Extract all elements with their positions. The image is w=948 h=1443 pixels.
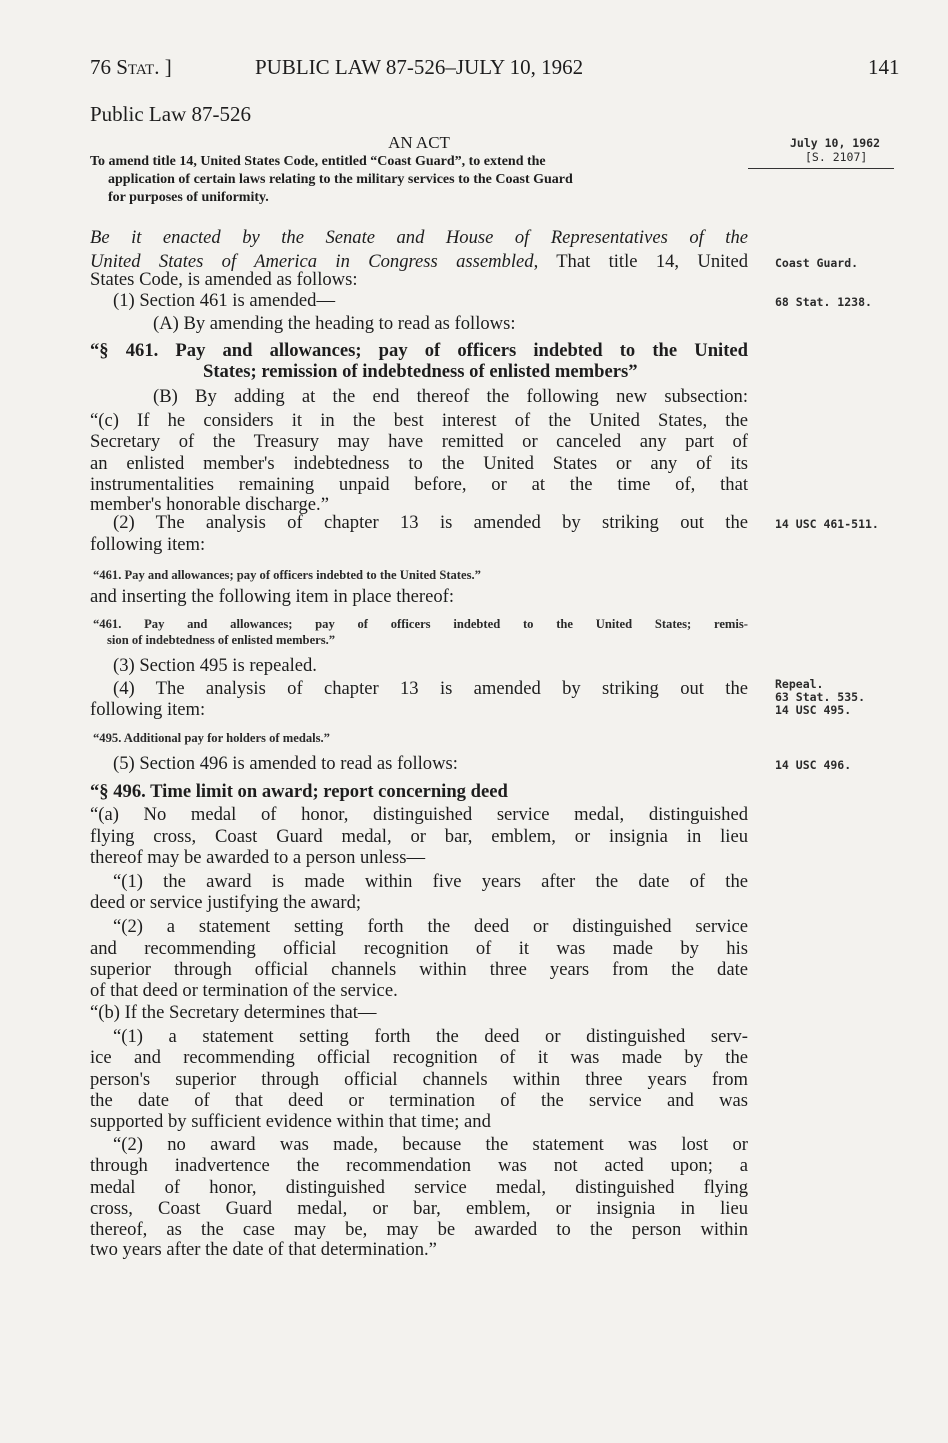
body-line: ice and recommending official recognition of it was made by the — [90, 1047, 748, 1068]
body-line: “(1) the award is made within five years after the date of the — [113, 871, 748, 892]
body-line: following item: — [90, 699, 206, 720]
body-line: deed or service justifying the award; — [90, 892, 362, 913]
body-line: following item: — [90, 534, 206, 555]
margin-note-stat-535: 63 Stat. 535. — [775, 690, 866, 704]
body-line: “(2) no award was made, because the statement was lost or — [113, 1134, 748, 1155]
quoted-item: “495. Additional pay for holders of medals.” — [93, 731, 330, 745]
margin-note-stat-1238: 68 Stat. 1238. — [775, 295, 872, 309]
body-line: flying cross, Coast Guard medal, or bar, emblem, or insignia in lieu — [90, 826, 748, 847]
purpose-line: application of certain laws relating to the military services to the Coast Guard — [108, 172, 573, 187]
margin-note-bill: [S. 2107] — [805, 150, 868, 164]
body-line: (B) By adding at the end thereof the following new subsection: — [153, 386, 748, 407]
body-line: “(1) a statement setting forth the deed or distinguished serv- — [113, 1026, 748, 1047]
body-line: (1) Section 461 is amended— — [113, 290, 336, 311]
margin-note-date: July 10, 1962 — [790, 136, 881, 150]
body-line: through inadvertence the recommendation was not acted upon; a — [90, 1155, 748, 1176]
body-line: an enlisted member's indebtedness to the United States or any of its — [90, 453, 748, 474]
running-title: PUBLIC LAW 87-526–JULY 10, 1962 — [255, 55, 584, 79]
body-line: and recommending official recognition of it was made by his — [90, 938, 748, 959]
body-line: member's honorable discharge.” — [90, 494, 329, 515]
margin-note-repeal: Repeal. — [775, 677, 824, 691]
body-line: thereof, as the case may be, may be awarded to the person within — [90, 1219, 748, 1240]
purpose-line: To amend title 14, United States Code, entitled “Coast Guard”, to extend the — [90, 154, 546, 169]
body-line: instrumentalities remaining unpaid before, or at the time of, that — [90, 474, 748, 495]
margin-rule — [748, 168, 894, 169]
body-line: medal of honor, distinguished service medal, distinguished flying — [90, 1177, 748, 1198]
page-number: 141 — [868, 55, 900, 79]
margin-note-usc-461: 14 USC 461-511. — [775, 517, 879, 531]
margin-note-coast-guard: Coast Guard. — [775, 256, 859, 270]
body-line: of that deed or termination of the service. — [90, 980, 398, 1001]
body-line: two years after the date of that determination.” — [90, 1239, 437, 1260]
body-line: the date of that deed or termination of the service and was — [90, 1090, 748, 1111]
quoted-item: “461. Pay and allowances; pay of officers indebted to the United States; remis- — [93, 617, 748, 631]
enacting-italic: United States of America in Congress assembled — [90, 251, 534, 272]
body-line: “(a) No medal of honor, distinguished service medal, distinguished — [90, 804, 748, 825]
body-line: (4) The analysis of chapter 13 is amended by striking out the — [113, 678, 748, 699]
quoted-item: “461. Pay and allowances; pay of officers indebted to the United States.” — [93, 568, 481, 582]
body-line: “(c) If he considers it in the best interest of the United States, the — [90, 410, 748, 431]
stat-volume: 76 Stat. ] — [90, 55, 172, 79]
section-heading: “§ 496. Time limit on award; report concerning deed — [90, 781, 508, 802]
body-line: “(b) If the Secretary determines that— — [90, 1002, 377, 1023]
body-line: person's superior through official channels within three years from — [90, 1069, 748, 1090]
body-line: (3) Section 495 is repealed. — [113, 655, 317, 676]
body-line: and inserting the following item in place thereof: — [90, 586, 455, 607]
law-number: Public Law 87-526 — [90, 102, 251, 126]
body-line: cross, Coast Guard medal, or bar, emblem, or insignia in lieu — [90, 1198, 748, 1219]
body-line: (2) The analysis of chapter 13 is amended by striking out the — [113, 512, 748, 533]
section-heading: “§ 461. Pay and allowances; pay of officers indebted to the United — [90, 340, 748, 361]
body-line: superior through official channels within three years from the date — [90, 959, 748, 980]
purpose-line: for purposes of uniformity. — [108, 190, 269, 205]
section-heading: States; remission of indebtedness of enlisted members” — [203, 361, 638, 382]
body-line: thereof may be awarded to a person unless— — [90, 847, 426, 868]
body-line: Secretary of the Treasury may have remitted or canceled any part of — [90, 431, 748, 452]
enacting-clause: Be it enacted by the Senate and House of Representatives of the — [90, 227, 748, 248]
body-line: (5) Section 496 is amended to read as follows: — [113, 753, 458, 774]
body-line: (A) By amending the heading to read as follows: — [153, 313, 516, 334]
act-label: AN ACT — [388, 133, 450, 152]
margin-note-usc-496: 14 USC 496. — [775, 758, 852, 772]
quoted-item: sion of indebtedness of enlisted members.” — [107, 633, 336, 647]
enacting-roman: , That title 14, United — [533, 251, 749, 272]
enacting-clause: States Code, is amended as follows: — [90, 269, 358, 290]
margin-note-usc-495: 14 USC 495. — [775, 703, 852, 717]
body-line: supported by sufficient evidence within that time; and — [90, 1111, 491, 1132]
body-line: “(2) a statement setting forth the deed or distinguished service — [113, 916, 748, 937]
